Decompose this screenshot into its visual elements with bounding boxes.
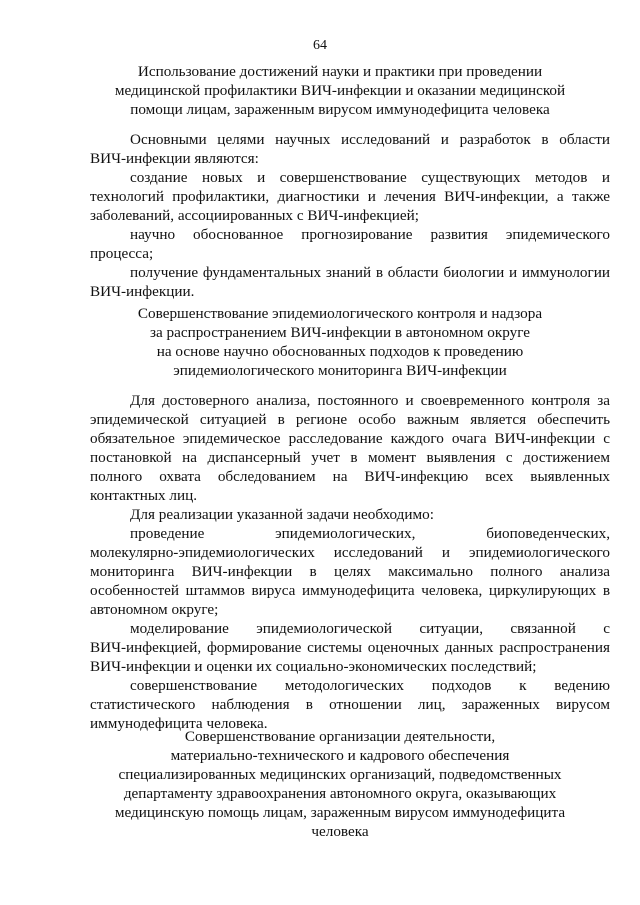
section-heading-science [90, 62, 590, 119]
text-line: обязательное эпидемическое расследование каждого очага ВИЧ-инфекции с [90, 430, 610, 447]
text-line: получение фундаментальных знаний в области биологии и иммунологии [130, 264, 610, 281]
text-line: ВИЧ-инфекции являются: [90, 150, 259, 167]
page-number: 64 [313, 38, 327, 53]
heading-line: Использование достижений науки и практики при проведении [137, 63, 543, 80]
heading-line: помощи лицам, зараженным вирусом иммунодефицита человека [130, 101, 550, 118]
text-line: постановкой на диспансерный учет в момент выявления с достижением [90, 449, 610, 466]
heading-line: материально-технического и кадрового обеспечения [170, 747, 510, 764]
text-line: Основными целями научных исследований и разработок в области [130, 131, 610, 148]
text-line: создание новых и совершенствование существующих методов и [130, 169, 610, 186]
text-line: Для реализации указанной задачи необходимо: [130, 506, 434, 523]
text-line: процесса; [90, 245, 154, 262]
section-body-epidemiology [90, 391, 610, 733]
text-line: статистического наблюдения в отношении лиц, зараженных вирусом [90, 696, 610, 713]
text-line: полного охвата обследованием на ВИЧ-инфекцию всех выявленных [90, 468, 610, 485]
text-line: контактных лиц. [90, 487, 198, 504]
text-line: особенностей штаммов вируса иммунодефицита человека, циркулирующих в [90, 582, 610, 599]
heading-line: департаменту здравоохранения автономного округа, оказывающих [123, 785, 557, 802]
heading-line: медицинской профилактики ВИЧ-инфекции и оказании медицинской [114, 82, 566, 99]
text-line: ВИЧ-инфекции. [90, 283, 195, 300]
text-line: ВИЧ-инфекции и оценки их социально-экономических последствий; [90, 658, 537, 675]
text-line: мониторинга ВИЧ-инфекции в целях максимально полного анализа [90, 563, 610, 580]
text-line: иммунодефицита человека. [90, 715, 268, 732]
text-line: эпидемической ситуацией в регионе особо важным является обеспечить [90, 411, 610, 428]
section-heading-organization [90, 727, 590, 841]
heading-line: медицинскую помощь лицам, зараженным вирусом иммунодефицита [114, 804, 566, 821]
heading-line: за распространением ВИЧ-инфекции в автономном округе [149, 324, 531, 341]
section-heading-epidemiology [90, 304, 590, 380]
text-line: заболеваний, ассоциированных с ВИЧ-инфекцией; [90, 207, 419, 224]
text-line: ВИЧ-инфекцией, формирование системы оценочных данных распространения [90, 639, 610, 656]
heading-line: человека [311, 823, 369, 840]
text-line: моделирование эпидемиологической ситуации, связанной с [130, 620, 610, 637]
heading-line: специализированных медицинских организаций, подведомственных [118, 766, 562, 783]
heading-line: Совершенствование эпидемиологического контроля и надзора [137, 305, 543, 322]
text-line: проведение эпидемиологических, биоповеденческих, [130, 525, 610, 542]
text-line: технологий профилактики, диагностики и лечения ВИЧ-инфекции, а также [90, 188, 610, 205]
section-body-research-goals [90, 130, 610, 301]
heading-line: на основе научно обоснованных подходов к проведению [156, 343, 524, 360]
text-line: молекулярно-эпидемиологических исследований и эпидемиологического [90, 544, 610, 561]
text-line: Для достоверного анализа, постоянного и своевременного контроля за [130, 392, 610, 409]
heading-line: Совершенствование организации деятельности, [184, 728, 496, 745]
heading-line: эпидемиологического мониторинга ВИЧ-инфекции [173, 362, 507, 379]
text-line: автономном округе; [90, 601, 219, 618]
text-line: научно обоснованное прогнозирование развития эпидемического [130, 226, 610, 243]
text-line: совершенствование методологических подходов к ведению [130, 677, 610, 694]
